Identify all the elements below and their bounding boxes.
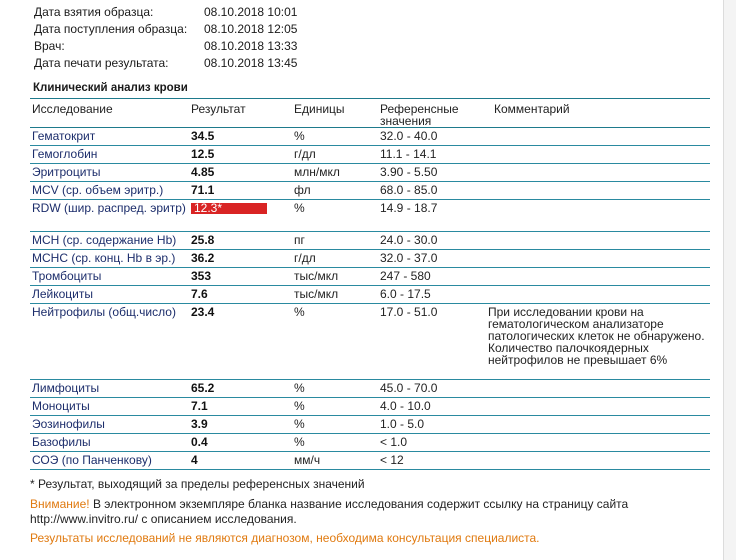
table-row [30,398,710,416]
footnote: * Результат, выходящий за пределы референсных значений [30,477,365,491]
unit: % [294,305,305,319]
unit: % [294,381,305,395]
result-value: 4 [191,453,198,467]
result-value: 65.2 [191,381,215,395]
meta-row [34,20,297,37]
table-header [30,98,710,128]
reference-range: 4.0 - 10.0 [380,399,431,413]
result-value: 25.8 [191,233,215,247]
table-row [30,182,710,200]
result-value: 36.2 [191,251,215,265]
warning-line [30,497,628,511]
test-name: Эритроциты [32,165,101,179]
reference-range: 11.1 - 14.1 [380,147,437,161]
table-row [30,286,710,304]
table-row [30,128,710,146]
meta-row [34,37,297,54]
unit: % [294,435,305,449]
unit: % [294,399,305,413]
site-link[interactable]: http://www.invitro.ru/ [30,512,139,526]
reference-range: 24.0 - 30.0 [380,233,438,247]
test-name: Эозинофилы [32,417,105,431]
table-row [30,232,710,250]
unit: г/дл [294,147,316,161]
table-row [30,164,710,182]
unit: пг [294,233,305,247]
table-row [30,268,710,286]
unit: тыс/мкл [294,287,339,301]
unit: % [294,129,305,143]
disclaimer: Результаты исследований не являются диагнозом, необходима консультация специалиста. [30,531,540,545]
unit: мм/ч [294,453,321,467]
warning-text: В электронном экземпляре бланка название исследования содержит ссылку на страницу сайта [89,497,629,511]
unit: % [294,417,305,431]
meta-row [34,54,297,71]
header-test: Исследование [32,102,113,116]
meta-row [34,3,297,20]
header-units: Единицы [294,102,345,116]
meta-value: 08.10.2018 13:45 [204,55,298,70]
link-line [30,512,297,526]
reference-range: 45.0 - 70.0 [380,381,438,395]
test-name: СОЭ (по Панченкову) [32,453,152,467]
test-name: MCV (ср. объем эритр.) [32,183,164,197]
reference-range: 32.0 - 37.0 [380,251,438,265]
result-value: 3.9 [191,417,208,431]
reference-range: 14.9 - 18.7 [380,201,438,215]
test-name: RDW (шир. распред. эритр) [32,201,186,215]
meta-label: Дата взятия образца: [34,4,154,19]
reference-range: 68.0 - 85.0 [380,183,438,197]
result-value: 4.85 [191,165,215,179]
test-name: Лейкоциты [32,287,94,301]
table-row [30,146,710,164]
table-row [30,250,710,268]
test-name: Лимфоциты [32,381,100,395]
link-suffix: с описанием исследования. [138,512,297,526]
reference-range: 247 - 580 [380,269,431,283]
reference-range: 17.0 - 51.0 [380,305,438,319]
test-name: MCH (ср. содержание Hb) [32,233,177,247]
meta-label: Дата печати результата: [34,55,169,70]
unit: г/дл [294,251,316,265]
table-row [30,200,710,232]
table-row [30,380,710,398]
comment: При исследовании крови на гематологическом анализаторе патологических клеток не обнаружено. Количество палочкоядерных нейтрофилов не превышает 6% [488,305,705,367]
test-name: Моноциты [32,399,90,413]
result-value: 12.5 [191,147,215,161]
table-row [30,452,710,470]
unit: фл [294,183,311,197]
unit: % [294,201,305,215]
result-value: 7.6 [191,287,208,301]
header-result: Результат [191,102,246,116]
result-value: 34.5 [191,129,215,143]
test-name: Базофилы [32,435,91,449]
test-name: Нейтрофилы (общ.число) [32,305,176,319]
page-edge [723,0,736,560]
table-row [30,416,710,434]
reference-range: 3.90 - 5.50 [380,165,438,179]
header-ref-line2: значения [380,114,432,128]
meta-label: Врач: [34,38,65,53]
reference-range: 6.0 - 17.5 [380,287,431,301]
header-ref-line1: Референсные [380,102,459,116]
table-row [30,304,710,380]
test-name: Гематокрит [32,129,96,143]
header-comment: Комментарий [494,102,570,116]
meta-value: 08.10.2018 13:33 [204,38,298,53]
result-value: 353 [191,269,212,283]
result-value: 0.4 [191,435,208,449]
test-name: MCHC (ср. конц. Hb в эр.) [32,251,176,265]
unit: млн/мкл [294,165,340,179]
header-ref [380,103,459,127]
test-name: Тромбоциты [32,269,102,283]
warning-label: Внимание! [30,497,90,511]
reference-range: < 12 [380,453,404,467]
section-title: Клинический анализ крови [33,82,188,94]
meta-value: 08.10.2018 12:05 [204,21,298,36]
result-value: 7.1 [191,399,208,413]
reference-range: 32.0 - 40.0 [380,129,438,143]
meta-value: 08.10.2018 10:01 [204,4,298,19]
flagged-result: 12.3* [191,203,267,214]
reference-range: < 1.0 [380,435,408,449]
reference-range: 1.0 - 5.0 [380,417,425,431]
unit: тыс/мкл [294,269,339,283]
result-value: 71.1 [191,183,215,197]
table-row [30,434,710,452]
meta-label: Дата поступления образца: [34,21,188,36]
sample-meta [34,3,297,71]
result-value: 23.4 [191,305,215,319]
test-name: Гемоглобин [32,147,98,161]
